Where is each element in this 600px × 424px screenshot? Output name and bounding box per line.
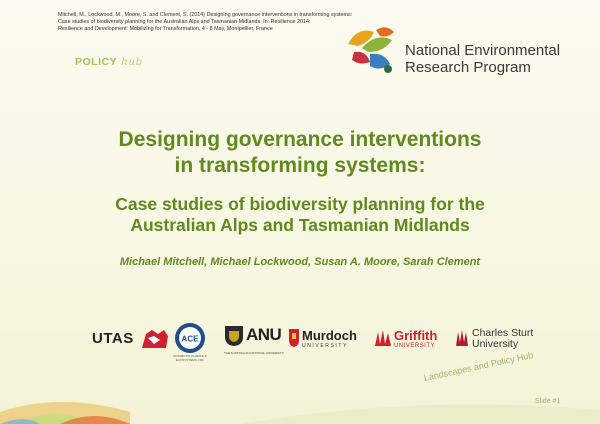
lion-crest-icon bbox=[140, 328, 170, 350]
murdoch-university-label: UNIVERSITY bbox=[302, 343, 349, 349]
title-line-2: in transforming systems: bbox=[174, 154, 426, 177]
csu-wordmark bbox=[472, 328, 533, 350]
csu-logo bbox=[454, 327, 534, 353]
griffith-wordmark: Griffith bbox=[394, 328, 438, 343]
csu-line-1: Charles Sturt bbox=[472, 327, 534, 339]
csu-line-2: University bbox=[472, 338, 519, 350]
griffith-logo bbox=[374, 328, 438, 353]
subtitle-line-2: Australian Alps and Tasmanian Midlands bbox=[130, 215, 470, 235]
ace-circle-icon bbox=[174, 322, 206, 354]
policy-hub-logo bbox=[75, 56, 143, 68]
citation-line-3: Resilience and Development: Mobilizing for Transformation, 4 - 8 May, Montpellier, France bbox=[58, 26, 273, 33]
anu-caption: THE AUSTRALIAN NATIONAL UNIVERSITY bbox=[224, 351, 284, 355]
ace-logo bbox=[173, 322, 207, 362]
ace-caption: ANTARCTIC CLIMATE & ECOSYSTEMS CRC bbox=[173, 354, 207, 362]
utas-wordmark: UTAS bbox=[92, 330, 134, 348]
citation-line-2: Case studies of biodiversity planning for the Australian Alps and Tasmanian Midlands. In: Resilience 2014: bbox=[58, 19, 311, 26]
griffith-flame-icon bbox=[374, 328, 392, 348]
anu-crest-icon bbox=[224, 325, 244, 347]
ace-mark: ACE bbox=[181, 334, 199, 344]
nerp-line-2: Research Program bbox=[405, 59, 531, 76]
citation-text bbox=[58, 12, 378, 34]
murdoch-shield-icon bbox=[288, 328, 300, 348]
utas-logo bbox=[92, 328, 170, 350]
csu-crest-icon bbox=[454, 328, 470, 348]
griffith-university-label: UNIVERSITY bbox=[394, 343, 436, 349]
citation-line-1: Mitchell, M., Lockwood, M., Moore, S. and Clement, S. (2014) Designing governance interventions in transforming systems: bbox=[58, 12, 353, 18]
anu-logo bbox=[224, 325, 284, 355]
nerp-logo-icon bbox=[340, 22, 402, 78]
nerp-wordmark bbox=[405, 42, 560, 76]
anu-wordmark: ANU bbox=[246, 325, 282, 344]
slide-subtitle bbox=[0, 194, 600, 236]
subtitle-line-1: Case studies of biodiversity planning for the bbox=[115, 194, 485, 214]
title-line-1: Designing governance interventions bbox=[118, 128, 482, 151]
murdoch-wordmark: Murdoch bbox=[302, 328, 357, 343]
slide-title bbox=[0, 127, 600, 179]
slide-number: Slide #1 bbox=[535, 398, 561, 405]
policy-word: POLICY bbox=[75, 56, 118, 68]
murdoch-logo bbox=[288, 328, 357, 353]
nerp-line-1: National Environmental bbox=[405, 42, 561, 59]
landscapes-policy-hub-label: Landscapes and Policy Hub bbox=[422, 350, 535, 383]
authors: Michael Mitchell, Michael Lockwood, Susan A. Moore, Sarah Clement bbox=[119, 256, 481, 268]
hub-word: hub bbox=[121, 56, 143, 68]
partner-logos bbox=[92, 322, 532, 362]
footer-wave-decoration bbox=[0, 364, 600, 424]
